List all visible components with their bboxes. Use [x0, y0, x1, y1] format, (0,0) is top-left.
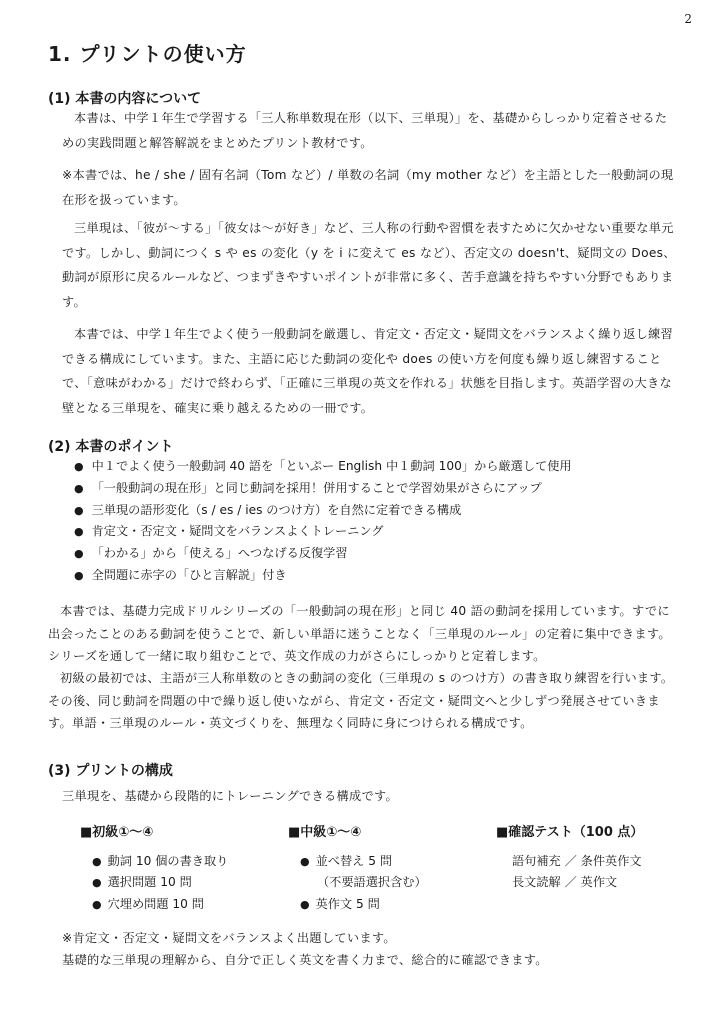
- section-3-intro: 三単現を、基礎から段階的にトレーニングできる構成です。: [62, 789, 398, 803]
- beginner-heading: ■初級①〜④: [80, 825, 154, 840]
- section-2-paragraph-1: 本書では、基礎力完成ドリルシリーズの「一般動詞の現在形」と同じ 40 語の動詞を採用しています。すでに出会ったことのある動詞を使うことで、新しい単語に迷うことなく「三単現のルール」の定着に集中できます。シリーズを通して一緒に取り組むことで、英文作成の力がさらにしっかりと定着します。: [48, 604, 671, 663]
- test-list: [512, 851, 643, 894]
- list-item: 長文読解 ／ 英作文: [512, 875, 618, 889]
- section-3-note-2: 基礎的な三単現の理解から、自分で正しく英文を書く力まで、総合的に確認できます。: [62, 953, 548, 967]
- intermediate-column: [288, 822, 427, 915]
- intermediate-heading: ■中級①〜④: [288, 825, 362, 840]
- list-item: ● 動詞 10 個の書き取り: [92, 851, 228, 873]
- test-heading: ■確認テスト（100 点）: [496, 825, 644, 840]
- list-item: 語句補充 ／ 条件英作文: [512, 853, 642, 868]
- section-1-paragraph-1: 本書は、中学１年生で学習する「三人称単数現在形（以下、三単現）」を、基礎からしっかり定着させるための実践問題と解答解説をまとめたプリント教材です。: [62, 111, 668, 150]
- list-item: ● 選択問題 10 問: [92, 872, 228, 894]
- list-item: ● 英作文 5 問: [300, 894, 427, 916]
- list-item: ● 並べ替え 5 問: [300, 851, 427, 873]
- section-1-note: ※本書では、he / she / 固有名詞（Tom など）/ 単数の名詞（my mother など）を主語とした一般動詞の現在形を扱っています。: [62, 168, 674, 207]
- test-column: [496, 822, 643, 894]
- list-item: ● 「一般動詞の現在形」と同じ動詞を採用！併用することで学習効果がさらにアップ: [74, 478, 572, 500]
- list-item-note: （不要語選択含む）: [317, 875, 427, 889]
- list-item: ● 穴埋め問題 10 問: [92, 894, 228, 916]
- page-number: 2: [684, 12, 692, 26]
- section-2-heading: (2) 本書のポイント: [48, 439, 174, 455]
- intermediate-list: [300, 851, 427, 916]
- page-title: 1. プリントの使い方: [48, 42, 247, 66]
- list-item: ● 中１でよく使う一般動詞 40 語を「といぷー English 中１動詞 100」から厳選して使用: [74, 456, 572, 478]
- section-1-paragraph-2: 三単現は、「彼が〜する」「彼女は〜が好き」など、三人称の行動や習慣を表すために欠かせない重要な単元です。しかし、動詞につく s や es の変化（y を i に変えて es など）、否定文の doesn't、疑問文の Does、動詞が原形に戻るルールなど、つまずきやすいポイントが非常に多く、苦手意識を持ちやすい分野でもあります。: [62, 221, 676, 309]
- beginner-list: [92, 851, 228, 916]
- section-1-heading: (1) 本書の内容について: [48, 91, 202, 107]
- section-3-heading: (3) プリントの構成: [48, 763, 173, 779]
- list-item: ● 全問題に赤字の「ひと言解説」付き: [74, 565, 572, 587]
- section-3-note-1: ※肯定文・否定文・疑問文をバランスよく出題しています。: [62, 931, 396, 945]
- list-item: ● 「わかる」から「使える」へつなげる反復学習: [74, 543, 572, 565]
- points-list: [74, 456, 572, 587]
- beginner-column: [80, 822, 228, 915]
- section-1-paragraph-3: 本書では、中学１年生でよく使う一般動詞を厳選し、肯定文・否定文・疑問文をバランスよく繰り返し練習できる構成にしています。また、主語に応じた動詞の変化や does の使い方を何度も繰り返し練習することで、「意味がわかる」だけで終わらず、「正確に三単現の英文を作れる」状態を目指します。英語学習の大きな壁となる三単現を、確実に乗り越えるための一冊です。: [62, 327, 674, 415]
- list-item: ● 肯定文・否定文・疑問文をバランスよくトレーニング: [74, 521, 572, 543]
- section-2-paragraph-2: 初級の最初では、主語が三人称単数のときの動詞の変化（三単現の s のつけ方）の書き取り練習を行います。その後、同じ動詞を問題の中で繰り返し使いながら、肯定文・否定文・疑問文へと少しずつ発展させていきます。単語・三単現のルール・英文づくりを、無理なく同時に身につけられる構成です。: [48, 671, 674, 730]
- list-item: ● 三単現の語形変化（s / es / ies のつけ方）を自然に定着できる構成: [74, 500, 572, 522]
